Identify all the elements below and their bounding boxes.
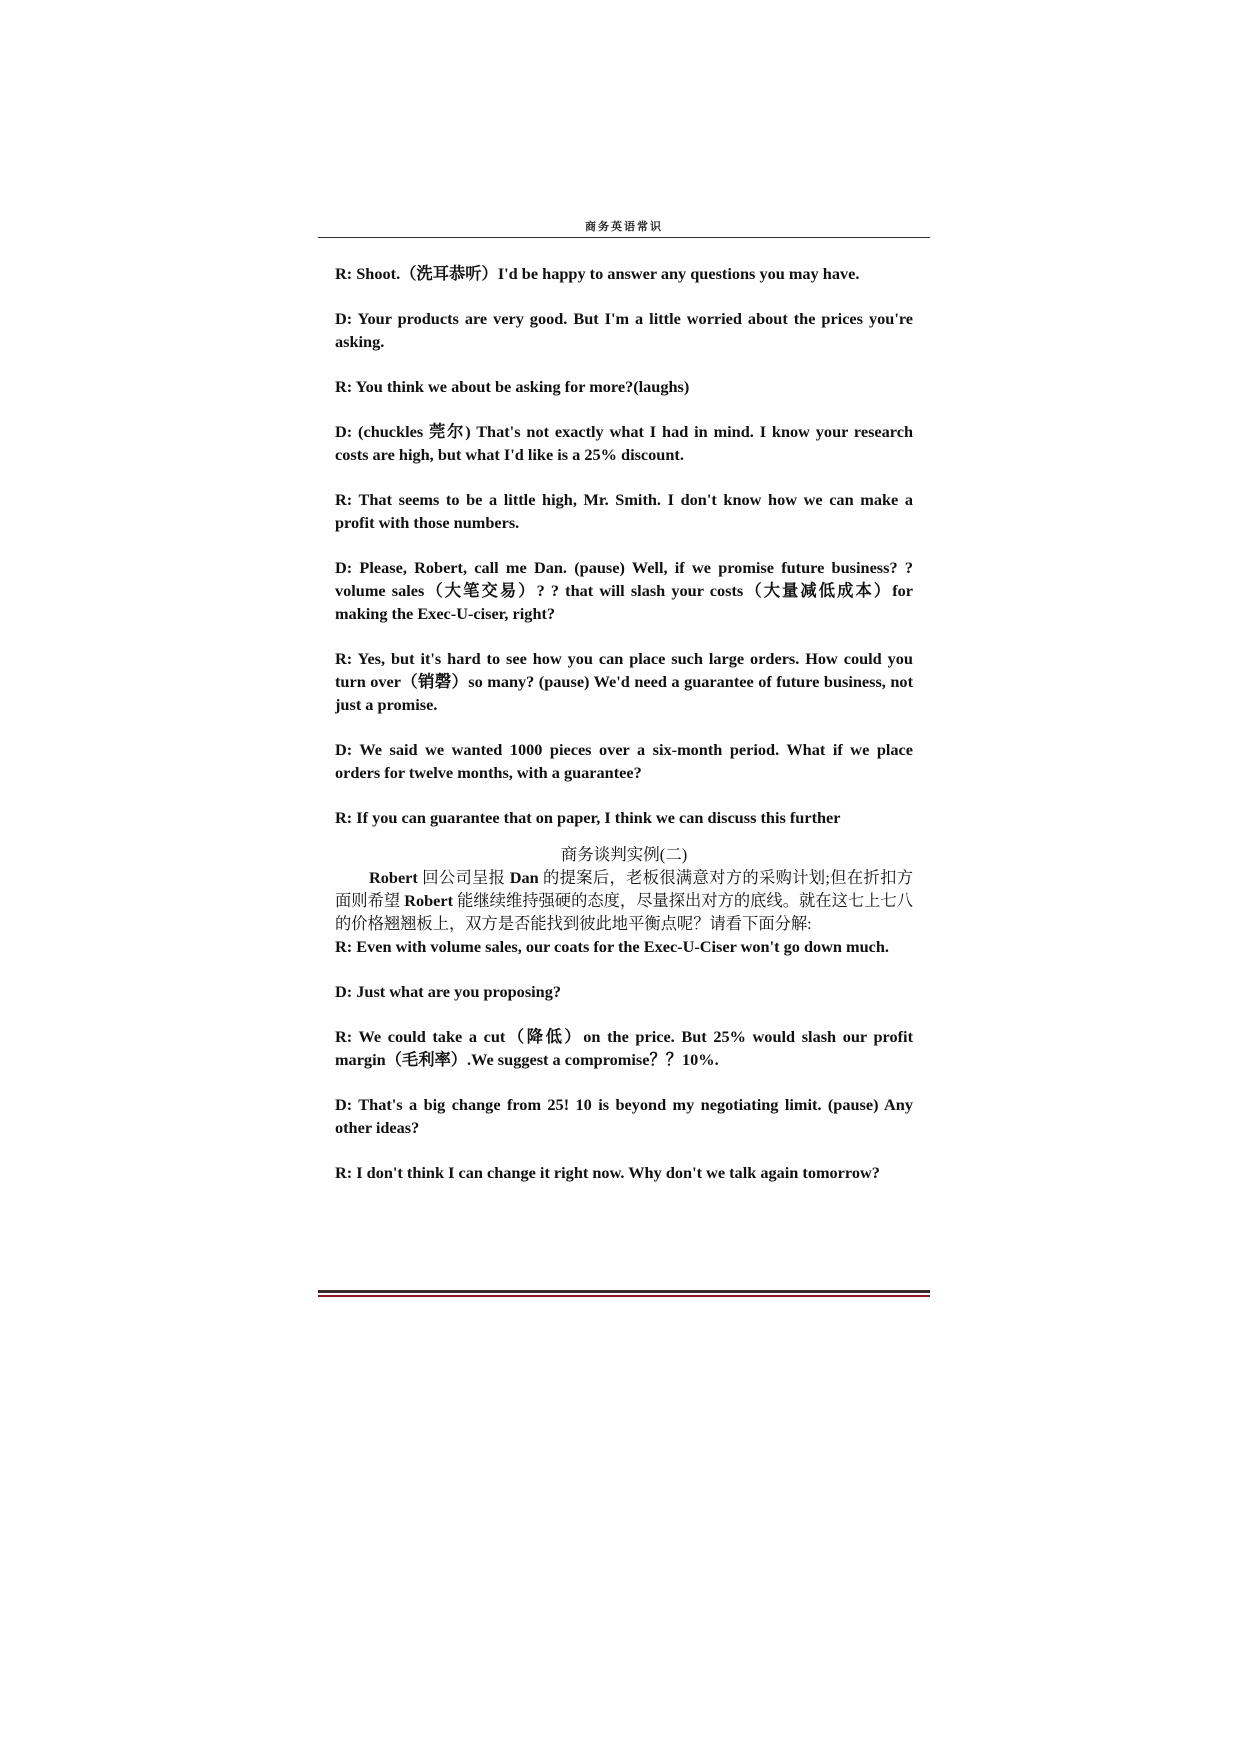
dialogue-line: R: You think we about be asking for more?(laughs) bbox=[335, 377, 690, 396]
section-title: 商务谈判实例(二) bbox=[560, 845, 688, 864]
intro-name: Robert bbox=[369, 868, 418, 887]
dialogue-line: D: We said we wanted 1000 pieces over a six-month period. What if we place orders for twelve months, with a guarantee? bbox=[335, 740, 913, 782]
footer-divider-dark bbox=[318, 1290, 930, 1293]
dialogue-line: D: That's a big change from 25! 10 is beyond my negotiating limit. (pause) Any other ideas? bbox=[335, 1095, 913, 1137]
intro-text: 的提案后，老板很满意对方的采购计划;但在折扣方面则希望 bbox=[335, 868, 913, 910]
running-header: 商务英语常识 bbox=[585, 221, 663, 233]
dialogue-line: D: (chuckles 莞尔) That's not exactly what I had in mind. I know your research costs are high, but what I'd like is a 25% discount. bbox=[335, 422, 913, 464]
intro-name: Dan bbox=[509, 868, 539, 887]
intro-name: Robert bbox=[404, 891, 454, 910]
dialogue-line: D: Just what are you proposing? bbox=[335, 982, 562, 1001]
header-divider bbox=[318, 237, 930, 238]
footer-divider-red bbox=[318, 1295, 930, 1297]
dialogue-line: R: Shoot.（洗耳恭听）I'd be happy to answer any questions you may have. bbox=[335, 264, 860, 283]
page-body bbox=[335, 262, 913, 1206]
dialogue-line: D: Please, Robert, call me Dan. (pause) Well, if we promise future business? ? volume sales（大笔交易）? ? that will slash your costs（大量减低成本）for making the Exec-U-ciser, right? bbox=[335, 558, 913, 623]
dialogue-line: R: Yes, but it's hard to see how you can place such large orders. How could you turn over（销磬）so many? (pause) We'd need a guarantee of future business, not just a promise. bbox=[335, 649, 913, 714]
dialogue-line: D: Your products are very good. But I'm a little worried about the prices you're asking. bbox=[335, 309, 913, 351]
dialogue-line: R: I don't think I can change it right now. Why don't we talk again tomorrow? bbox=[335, 1163, 880, 1182]
dialogue-line: R: If you can guarantee that on paper, I think we can discuss this further bbox=[335, 808, 841, 827]
dialogue-line: R: That seems to be a little high, Mr. Smith. I don't know how we can make a profit with those numbers. bbox=[335, 490, 913, 532]
intro-text: 回公司呈报 bbox=[417, 868, 510, 887]
dialogue-line: R: Even with volume sales, our coats for the Exec-U-Ciser won't go down much. bbox=[335, 937, 889, 956]
section-intro bbox=[335, 866, 913, 935]
dialogue-line: R: We could take a cut（降低）on the price. But 25% would slash our profit margin（毛利率）.We suggest a compromise？？10%. bbox=[335, 1027, 913, 1069]
intro-text: 能继续维持强硬的态度，尽量探出对方的底线。就在这七上七八的价格翘翘板上，双方是否能找到彼此地平衡点呢？请看下面分解: bbox=[335, 891, 913, 933]
